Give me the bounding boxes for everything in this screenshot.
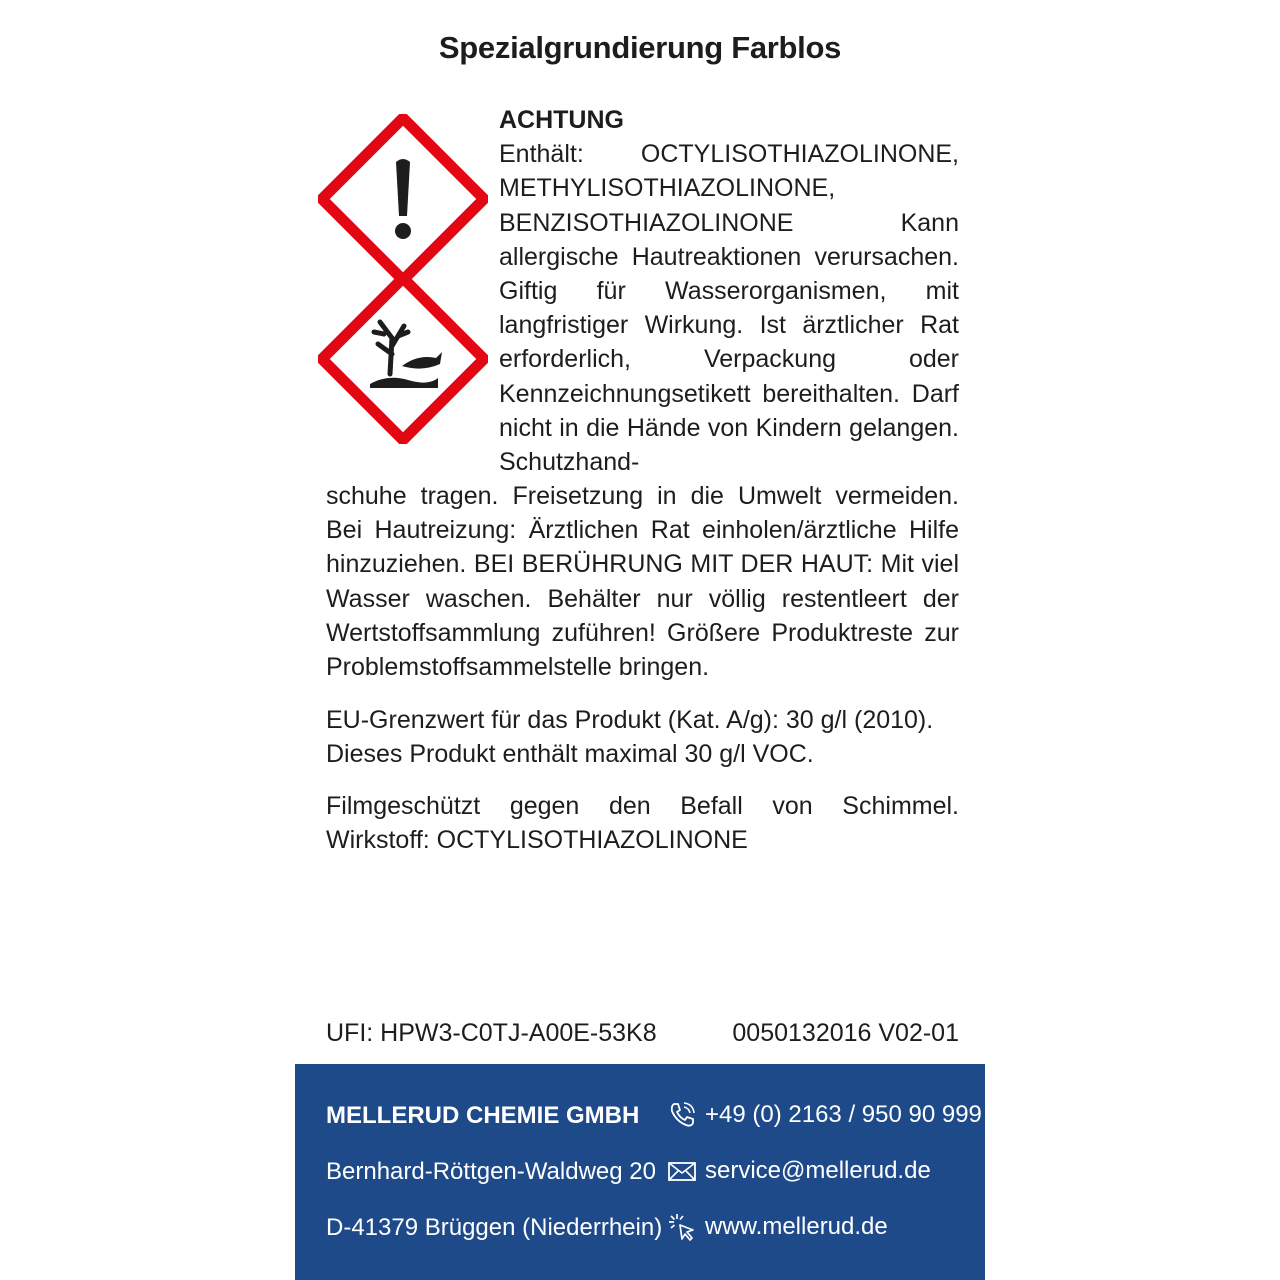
email-contact[interactable] [667,1156,931,1186]
signal-word: ACHTUNG [499,106,624,134]
exclamation-mark-icon [318,114,488,284]
voc-content-text: Dieses Produkt enthält maximal 30 g/l VOC. [326,740,814,769]
article-code: 0050132016 V02-01 [732,1019,959,1047]
website-url: www.mellerud.de [705,1213,888,1240]
company-street: Bernhard-Röttgen-Waldweg 20 [326,1158,656,1185]
hazard-statement-text: Enthält: OCTYLISOTHIAZOLINONE, METHYLISOTHIAZOLINONE, BENZISOTHIAZOLINONE Kann allergische Hautreaktionen verursachen. Giftig für Wasserorganismen, mit langfristiger Wirkung. Ist ärztlicher Rat erforderlich, Verpackung oder Kennzeichnungsetikett bereithalten. Darf nicht in die Hände von Kindern gelangen. Schutzhand- [499,140,959,477]
company-footer [295,1064,985,1280]
biocide-paragraph [326,789,959,857]
biocide-substance-text: Wirkstoff: OCTYLISOTHIAZOLINONE [326,826,748,855]
ufi-code: UFI: HPW3-C0TJ-A00E-53K8 [326,1019,657,1047]
web-click-icon [667,1212,697,1242]
identifier-row [326,1019,959,1055]
voc-limit-text: EU-Grenzwert für das Produkt (Kat. A/g): 30 g/l (2010). [326,706,934,734]
voc-paragraph [326,703,959,771]
company-city: D-41379 Brüggen (Niederrhein) [326,1214,663,1241]
environment-hazard-icon [318,274,488,444]
hazard-pictograms [318,114,488,444]
phone-icon [667,1100,697,1130]
biocide-protection-text: Filmgeschützt gegen den Befall von Schimmel. [326,792,959,820]
email-address: service@mellerud.de [705,1157,931,1184]
hazard-text-column [499,103,959,479]
phone-contact[interactable] [667,1100,982,1130]
hazard-text-continued: schuhe tragen. Freisetzung in die Umwelt vermeiden. Bei Hautreizung: Ärztlichen Rat einholen/ärztliche Hilfe hinzuziehen. BEI BERÜHRUNG MIT DER HAUT: Mit viel Wasser waschen. Behälter nur völlig restentleert der Wertstoffsammlung zuführen! Größere Produktreste zur Problemstoffsammelstelle bringen. [326,482,959,682]
company-name: MELLERUD CHEMIE GMBH [326,1102,640,1129]
mail-icon [667,1156,697,1186]
product-title: Spezialgrundierung Farblos [438,30,842,65]
web-contact[interactable] [667,1212,888,1242]
phone-number: +49 (0) 2163 / 950 90 999 [705,1101,982,1128]
